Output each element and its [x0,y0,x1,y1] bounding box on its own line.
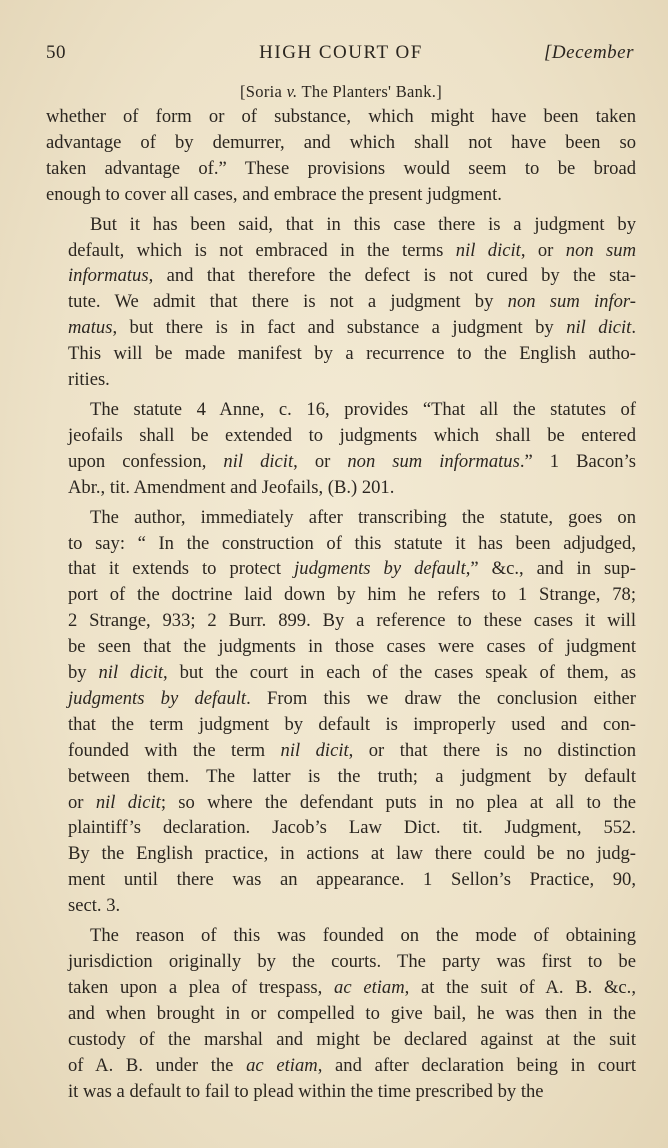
text-line: default, which is not embraced in the terms nil dicit, or non sum [68,239,637,261]
text-line: informatus, and that therefore the defect is not cured by the sta- [68,265,636,287]
text-line: founded with the term nil dicit, or that there is no distinction [68,739,636,761]
text-line: to say: “ In the construction of this statute it has been adjudged, [68,532,636,554]
text-line: The author, immediately after transcribing the statute, goes on [90,506,636,528]
text-line: between them. The latter is the truth; a judgment by default [68,765,636,787]
text-line: jeofails shall be extended to judgments which shall be entered [68,424,636,446]
text-line: whether of form or of substance, which might have been taken [46,106,636,127]
case-caption: [Soria v. The Planters' Bank.] [240,82,442,101]
text-line: of A. B. under the ac etiam, and after declaration being in court [68,1054,636,1076]
text-line: custody of the marshal and might be declared against at the suit [68,1028,636,1050]
text-line: The reason of this was founded on the mode of obtaining [90,925,636,947]
text-line: upon confession, nil dicit, or non sum informatus.” 1 Bacon’s [68,450,637,472]
text-line: taken upon a plea of trespass, ac etiam, at the suit of A. B. &c., [68,976,636,998]
text-line: by nil dicit, but the court in each of the cases speak of them, as [68,662,637,684]
text-line: and when brought in or compelled to give bail, he was then in the [68,1002,636,1024]
page-number: 50 [46,42,66,63]
text-line: This will be made manifest by a recurrence to the English autho- [68,343,636,365]
text-line: advantage of by demurrer, and which shall not have been so [46,131,636,153]
paragraph [46,212,636,393]
text-line: it was a default to fail to plead within the time prescribed by the [68,1080,544,1102]
paragraph [46,505,636,920]
text-line: ment until there was an appearance. 1 Sellon’s Practice, 90, [68,869,636,891]
text-line: By the English practice, in actions at law there could be no judg- [68,843,636,865]
text-line: judgments by default. From this we draw the conclusion either [68,687,636,709]
text-line: port of the doctrine laid down by him he refers to 1 Strange, 78; [68,584,636,606]
text-line: be seen that the judgments in those cases were cases of judgment [68,636,636,658]
text-line: jurisdiction originally by the courts. The party was first to be [68,951,636,972]
running-date: [December [544,42,634,63]
text-line: that the term judgment by default is improperly used and con- [68,713,636,735]
text-line: tute. We admit that there is not a judgment by non sum infor- [68,291,636,313]
text-line: enough to cover all cases, and embrace the present judgment. [46,183,502,205]
text-line: Abr., tit. Amendment and Jeofails, (B.) 201. [68,476,395,498]
text-line: taken advantage of.” These provisions would seem to be broad [46,157,636,179]
paragraph [46,923,636,1104]
running-head [46,40,636,68]
text-line: plaintiff’s declaration. Jacob’s Law Dict. tit. Judgment, 552. [68,817,636,839]
body-text [46,104,636,1104]
text-line: that it extends to protect judgments by default,” &c., and in sup- [68,558,636,580]
running-title: HIGH COURT OF [259,42,423,63]
text-line: matus, but there is in fact and substance a judgment by nil dicit. [68,317,636,339]
text-line: But it has been said, that in this case there is a judgment by [90,213,636,235]
text-line: sect. 3. [68,895,121,917]
text-line: or nil dicit; so where the defendant puts in no plea at all to the [68,791,636,813]
text-line: 2 Strange, 933; 2 Burr. 899. By a reference to these cases it will [68,610,636,632]
text-line: The statute 4 Anne, c. 16, provides “That all the statutes of [90,398,636,420]
text-line: rities. [68,369,110,391]
paragraph [46,397,636,501]
paragraph [46,104,636,208]
